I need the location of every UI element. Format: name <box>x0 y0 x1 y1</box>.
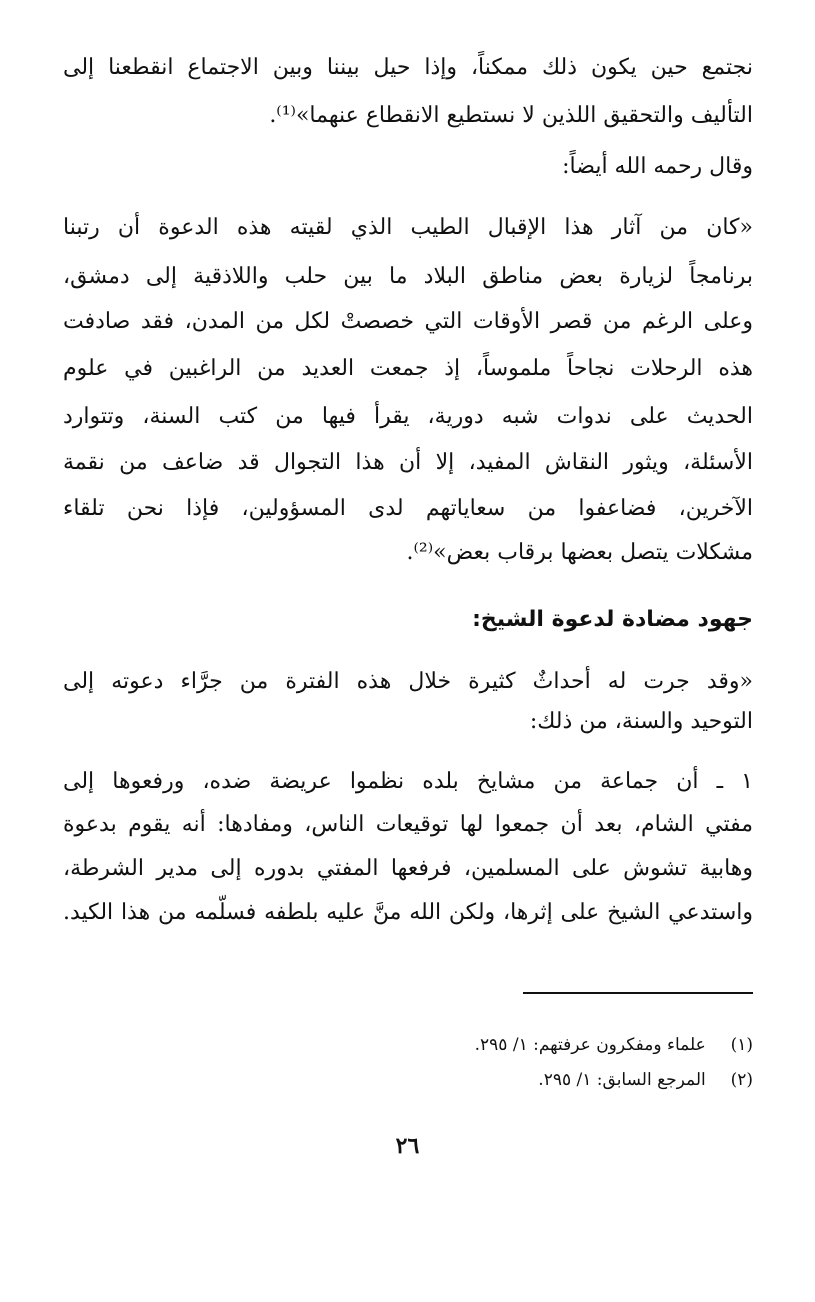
footnote-number: (٢) <box>730 1070 753 1090</box>
footnote <box>63 1065 753 1095</box>
text-line: التوحيد والسنة، من ذلك: <box>529 709 753 734</box>
footnote-text: علماء ومفكرون عرفتهم: ١/ ٢٩٥. <box>474 1035 706 1055</box>
footnote-number: (١) <box>730 1035 753 1055</box>
text-line: التأليف والتحقيق اللذين لا نستطيع الانقطاع عنهما»⁽¹⁾. <box>269 103 753 128</box>
text-line: برنامجاً لزيارة بعض مناطق البلاد ما بين حلب واللاذقية إلى دمشق، <box>63 264 753 289</box>
footnote-separator <box>523 992 753 994</box>
text-line: «وقد جرت له أحداثٌ كثيرة خلال هذه الفترة من جرَّاء دعوته إلى <box>63 669 753 694</box>
text-line: ١ ـ أن جماعة من مشايخ بلده نظموا عريضة ضده، ورفعوها إلى <box>63 769 753 794</box>
text-line: مفتي الشام، بعد أن جمعوا لها توقيعات الناس، ومفادها: أنه يقوم بدعوة <box>63 812 753 837</box>
text-line: مشكلات يتصل بعضها برقاب بعض»⁽²⁾. <box>406 540 753 565</box>
text-line: وعلى الرغم من قصر الأوقات التي خصصتْ لكل من المدن، فقد صادفت <box>63 309 753 334</box>
text-line: الآخرين، فضاعفوا من سعاياتهم لدى المسؤولين، فإذا نحن تلقاء <box>63 496 753 521</box>
text-line: هذه الرحلات نجاحاً ملموساً، إذ جمعت العديد من الراغبين في علوم <box>63 356 753 381</box>
text-line: الحديث على ندوات شبه دورية، يقرأ فيها من كتب السنة، وتتوارد <box>63 404 753 429</box>
text-line: وقال رحمه الله أيضاً: <box>562 154 753 179</box>
page-number: ٢٦ <box>395 1133 420 1159</box>
text-line: الأسئلة، ويثور النقاش المفيد، إلا أن هذا التجوال قد ضاعف من نقمة <box>63 450 753 475</box>
text-line: واستدعي الشيخ على إثرها، ولكن الله منَّ عليه بلطفه فسلّمه من هذا الكيد. <box>63 900 753 925</box>
text-line: نجتمع حين يكون ذلك ممكناً، وإذا حيل بيننا وبين الاجتماع انقطعنا إلى <box>63 55 753 80</box>
text-line: وهابية تشوش على المسلمين، فرفعها المفتي بدوره إلى مدير الشرطة، <box>63 856 753 881</box>
section-heading: جهود مضادة لدعوة الشيخ: <box>472 607 753 632</box>
footnote-text: المرجع السابق: ١/ ٢٩٥. <box>538 1070 706 1090</box>
text-line: «كان من آثار هذا الإقبال الطيب الذي لقيته هذه الدعوة أن رتبنا <box>63 215 753 240</box>
footnote <box>63 1030 753 1060</box>
